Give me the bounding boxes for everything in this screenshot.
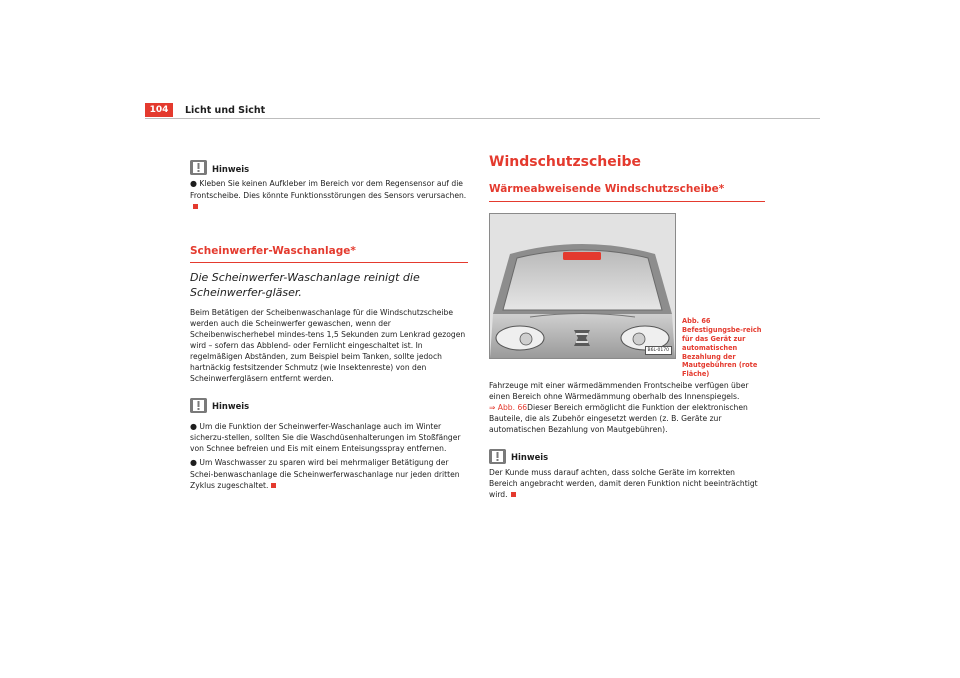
note-heading	[489, 449, 765, 464]
note-heading	[190, 160, 468, 175]
end-marker-icon	[193, 204, 198, 209]
page-section-title: Windschutzscheibe	[489, 154, 642, 170]
section-subtitle: Die Scheinwerfer-Waschanlage reinigt die Scheinwerfer-gläser.	[190, 270, 420, 299]
note-bullet	[190, 457, 468, 491]
bullet-icon: ●	[190, 458, 197, 468]
figure-link[interactable]: ⇒ Abb. 66	[489, 402, 528, 412]
figure-id: B6L-0170	[645, 346, 672, 355]
bullet-icon: ●	[190, 179, 197, 188]
right-body	[489, 380, 765, 435]
car-front-illustration	[490, 214, 675, 358]
body-text: Dieser Bereich ermöglicht die Funktion der elektronischen Bauteile, die als Zubehör eingesetzt werden (z. B. Geräte zur automatischen Bezahlung von Mautgebühren).	[489, 402, 748, 434]
note-text	[489, 467, 765, 500]
section-title: Scheinwerfer-Waschanlage*	[190, 244, 468, 263]
note-bullet-text: Kleben Sie keinen Aufkleber im Bereich vor dem Regensensor auf die Frontscheibe. Dies könnte Funktionsstörungen des Sensors verursachen.	[190, 179, 467, 200]
page-number: 104	[145, 103, 173, 117]
end-marker-icon	[271, 483, 276, 488]
note-label: Hinweis	[212, 401, 250, 412]
section-body: Beim Betätigen der Scheibenwaschanlage für die Windschutzscheibe werden auch die Scheinwerfer gewaschen, wenn der Scheibenwischerhebel mindes-tens 1,5 Sekunden zum Lenkrad gezogen wird – sofern das Abblend- oder Fernlicht eingeschaltet ist. In regelmäßigen Abständen, zum Beispiel beim Tanken, sollte jedoch hartnäckig festsitzender Schmutz (wie Insektenreste) von den Scheinwerfergläsern entfernt werden.	[190, 307, 466, 383]
subsection-title: Wärmeabweisende Windschutzscheibe*	[489, 182, 765, 201]
end-marker-icon	[511, 492, 516, 497]
note-bullet	[190, 421, 468, 455]
note-heading	[190, 398, 468, 413]
note-bullet	[190, 178, 468, 212]
note-label: Hinweis	[511, 452, 549, 463]
chapter-title: Licht und Sicht	[185, 105, 266, 116]
info-note-icon	[190, 398, 207, 413]
note-bullet-text: Um Waschwasser zu sparen wird bei mehrmaliger Betätigung der Schei-benwaschanlage die Scheinwerferwaschanlage nur jeden dritten Zyklus zugeschaltet.	[190, 458, 460, 490]
figure-caption: Abb. 66 Befestigungsbe-reich für das Gerät zur automatischen Bezahlung der Mautgebühren (rote Fläche)	[682, 317, 762, 379]
windshield-figure	[489, 213, 676, 359]
info-note-icon	[489, 449, 506, 464]
left-column	[190, 160, 468, 494]
bullet-icon: ●	[190, 421, 197, 431]
body-paragraph	[489, 380, 765, 435]
note-body: Der Kunde muss darauf achten, dass solche Geräte im korrekten Bereich angebracht werden, damit deren Funktion nicht beeinträchtigt wird.	[489, 467, 758, 499]
header-divider	[145, 118, 820, 119]
note-label: Hinweis	[212, 163, 250, 174]
info-note-icon	[190, 160, 207, 175]
note-bullet-text: Um die Funktion der Scheinwerfer-Waschanlage auch im Winter sicherzu-stellen, sollten Sie die Waschdüsenhalterungen im Stoßfänger von Schnee befreien und Eis mit einem Enteisungsspray entfernen.	[190, 421, 461, 454]
body-text: Fahrzeuge mit einer wärmedämmenden Frontscheibe verfügen über einen Bereich ohne Wärmedämmung oberhalb des Innenspiegels.	[489, 380, 749, 401]
